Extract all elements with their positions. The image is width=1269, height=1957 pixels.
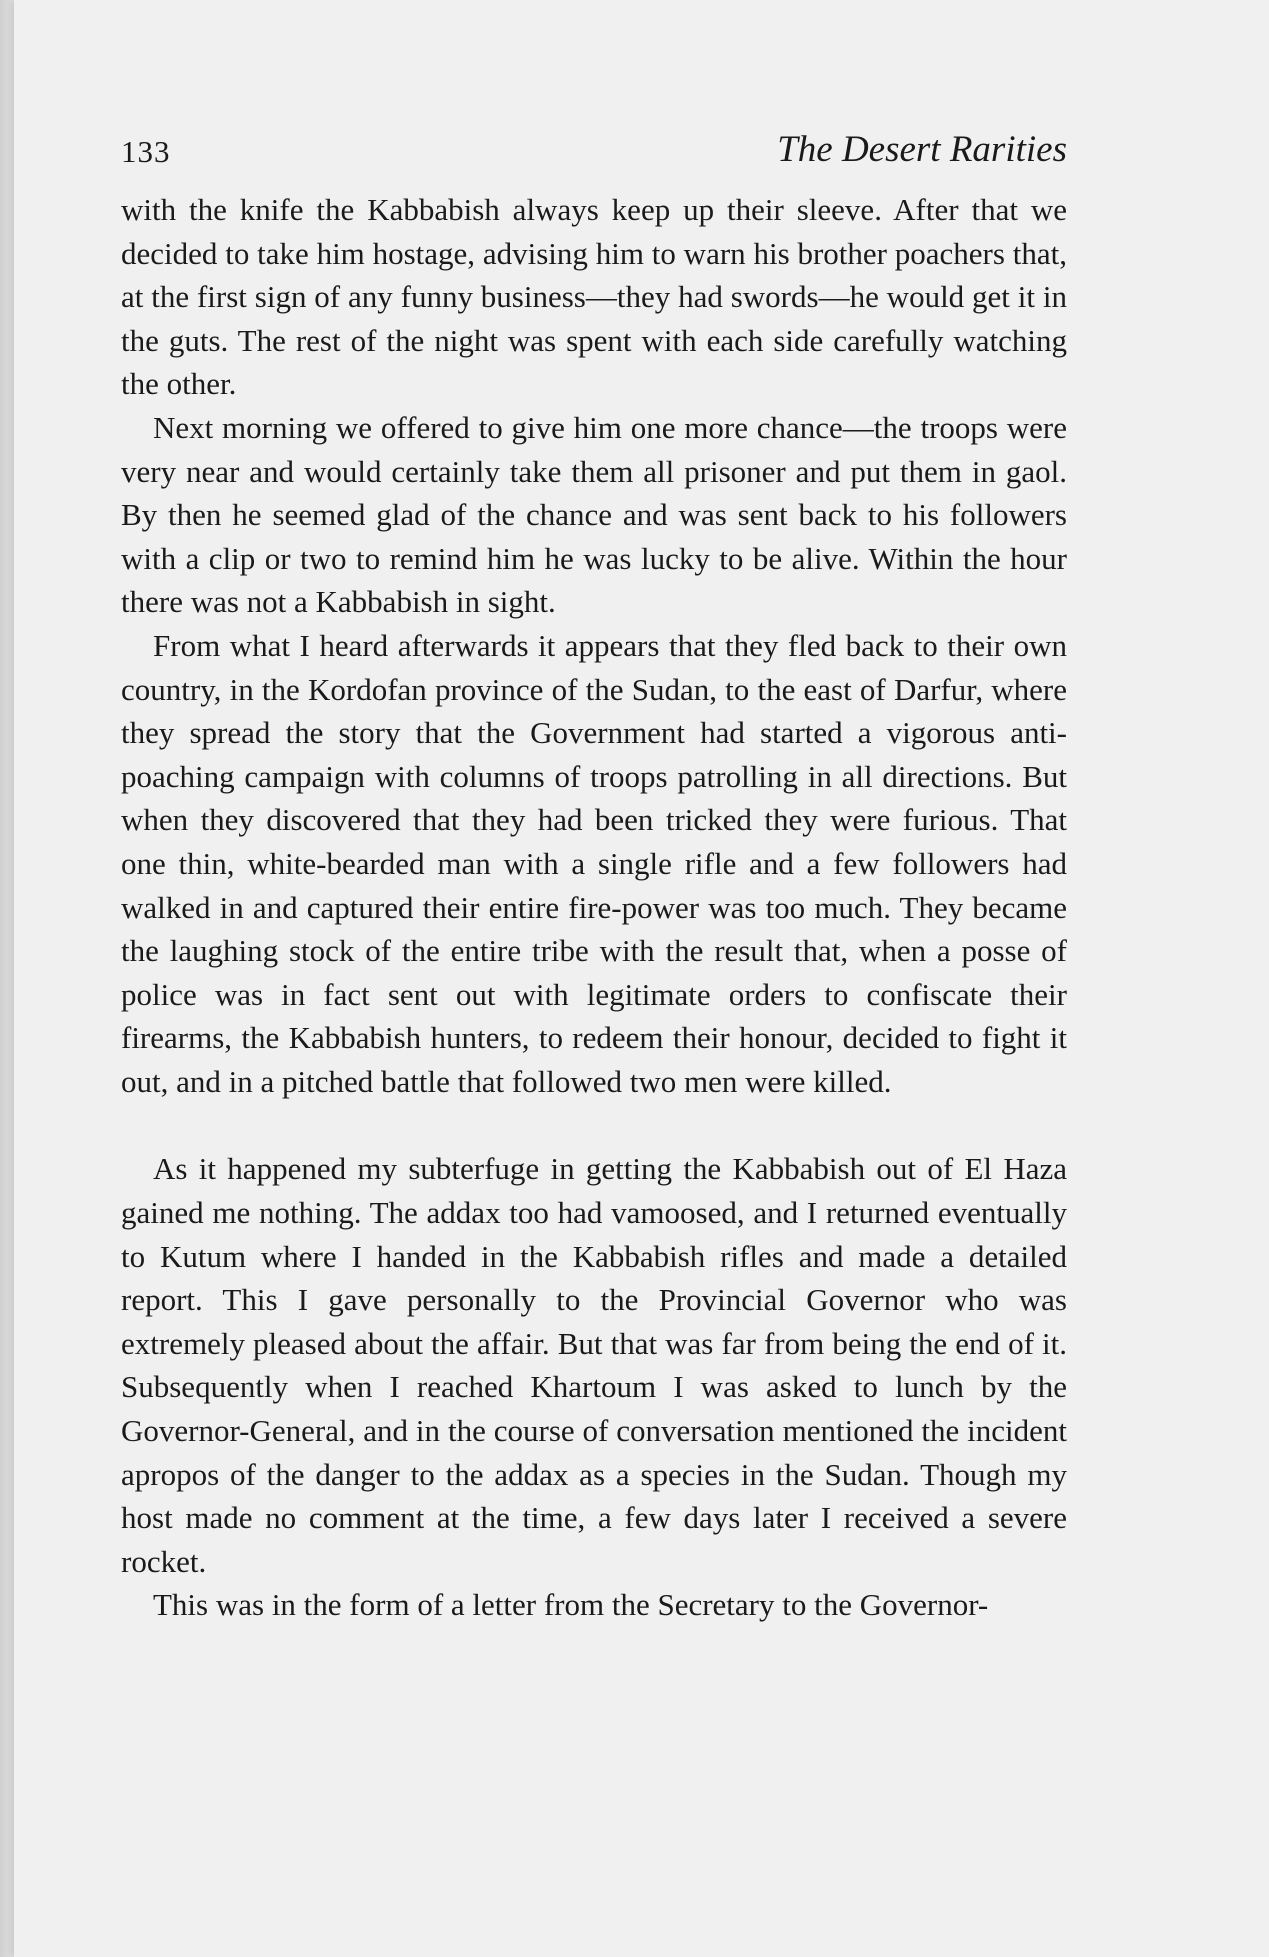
page-number: 133 [121,134,171,169]
section-break [121,1103,1067,1147]
paragraph: From what I heard afterwards it appears that they fled back to their own country, in the Kordofan province of the Sudan, to the east of Darfur, where they spread the story that the Government had started a vigorous anti-poaching campaign with columns of troops patrolling in all directions. But when they discovered that they had been tricked they were furious. That one thin, white-bearded man with a single rifle and a few followers had walked in and captured their entire fire-power was too much. They became the laughing stock of the entire tribe with the result that, when a posse of police was in fact sent out with legitimate orders to confiscate their firearms, the Kabbabish hunters, to redeem their honour, decided to fight it out, and in a pitched battle that followed two men were killed. [121,627,1067,1099]
running-head: The Desert Rarities [777,129,1067,170]
paragraph: This was in the form of a letter from the Secretary to the Governor- [153,1587,989,1623]
paragraph: Next morning we offered to give him one more chance—the troops were very near and would certainly take them all prisoner and put them in gaol. By then he seemed glad of the chance and was sent back to his followers with a clip or two to remind him he was lucky to be alive. Within the hour there was not a Kabbabish in sight. [121,409,1067,620]
paragraph: As it happened my subterfuge in getting the Kabbabish out of El Haza gained me nothing. The addax too had vamoosed, and I returned eventually to Kutum where I handed in the Kabbabish rifles and made a detailed report. This I gave personally to the Provincial Governor who was extremely pleased about the affair. But that was far from being the end of it. Subsequently when I reached Khartoum I was asked to lunch by the Governor-General, and in the course of conversation mentioned the incident apropos of the danger to the addax as a species in the Sudan. Though my host made no comment at the time, a few days later I received a severe rocket. [121,1151,1067,1579]
paragraph: with the knife the Kabbabish always keep up their sleeve. After that we decided to take him hostage, advising him to warn his brother poachers that, at the first sign of any funny business—they had swords—he would get it in the guts. The rest of the night was spent with each side carefully watching the other. [121,192,1067,402]
page-header [121,128,1067,178]
body-text [121,188,1067,1627]
book-gutter [0,0,14,1957]
